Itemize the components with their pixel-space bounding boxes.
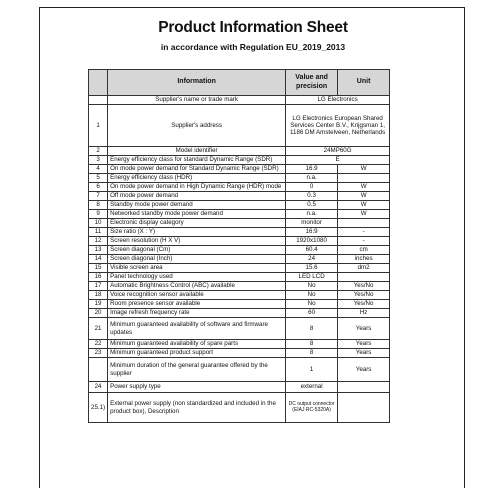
row-value: 1920x1080 xyxy=(286,237,338,246)
row-information: Image refresh frequency rate xyxy=(108,309,286,318)
table-row xyxy=(89,246,390,255)
row-information: Off mode power demand xyxy=(108,192,286,201)
row-number: 10 xyxy=(89,219,108,228)
row-value: 8 xyxy=(286,349,338,358)
table-row xyxy=(89,273,390,282)
row-number: 11 xyxy=(89,228,108,237)
row-number: 12 xyxy=(89,237,108,246)
row-information: External power supply (non standardized and included in the product box), Description xyxy=(108,393,286,423)
row-number: 13 xyxy=(89,246,108,255)
row-unit: W xyxy=(338,210,390,219)
table-row xyxy=(89,382,390,393)
row-value: monitor xyxy=(286,219,338,228)
row-value: LG Electronics European Shared Services Center B.V., Krijgsman 1, 1186 DM Amstelveen, Netherlands xyxy=(286,105,390,147)
row-unit: Yes/No xyxy=(338,282,390,291)
row-value: 8 xyxy=(286,340,338,349)
row-information: Supplier's name or trade mark xyxy=(108,96,286,105)
row-unit: Yes/No xyxy=(338,291,390,300)
row-unit: Years xyxy=(338,318,390,340)
row-value: n.a. xyxy=(286,210,338,219)
row-information: Screen resolution (H X V) xyxy=(108,237,286,246)
row-number: 7 xyxy=(89,192,108,201)
row-number: 14 xyxy=(89,255,108,264)
table-header-row xyxy=(89,70,390,96)
table-row xyxy=(89,237,390,246)
row-number xyxy=(89,358,108,382)
row-value: No xyxy=(286,282,338,291)
row-number: 1 xyxy=(89,105,108,147)
row-number: 8 xyxy=(89,201,108,210)
row-unit: W xyxy=(338,201,390,210)
table-row xyxy=(89,165,390,174)
row-unit xyxy=(338,219,390,228)
row-value: DC output connector (EIAJ RC-5320A) xyxy=(286,393,338,423)
row-information: Energy efficiency class (HDR) xyxy=(108,174,286,183)
row-number: 20 xyxy=(89,309,108,318)
row-unit: Years xyxy=(338,358,390,382)
sheet-title: Product Information Sheet xyxy=(158,19,348,36)
row-value: LED LCD xyxy=(286,273,338,282)
table-row xyxy=(89,264,390,273)
row-number: 21 xyxy=(89,318,108,340)
row-number: 22 xyxy=(89,340,108,349)
row-value: 0.3 xyxy=(286,192,338,201)
row-information: On mode power demand for Standard Dynamic Range (SDR) xyxy=(108,165,286,174)
row-value: 16:9 xyxy=(286,228,338,237)
row-number: 23 xyxy=(89,349,108,358)
table-row xyxy=(89,192,390,201)
table-row xyxy=(89,174,390,183)
row-number: 16 xyxy=(89,273,108,282)
information-table xyxy=(88,69,390,423)
row-value: 24MP60G xyxy=(286,147,390,156)
row-number: 24 xyxy=(89,382,108,393)
row-value: external xyxy=(286,382,338,393)
row-information: Energy efficiency class for standard Dynamic Range (SDR) xyxy=(108,156,286,165)
row-value: 16.9 xyxy=(286,165,338,174)
table-row xyxy=(89,349,390,358)
table-row xyxy=(89,228,390,237)
table-row xyxy=(89,219,390,228)
row-unit: - xyxy=(338,237,390,246)
row-unit: Yes/No xyxy=(338,300,390,309)
table-row xyxy=(89,340,390,349)
row-unit: W xyxy=(338,192,390,201)
row-information: Voice recognition sensor available xyxy=(108,291,286,300)
header-no xyxy=(89,70,108,96)
table-row xyxy=(89,255,390,264)
table-row xyxy=(89,300,390,309)
table-row xyxy=(89,291,390,300)
row-value: 0 xyxy=(286,183,338,192)
table-row xyxy=(89,309,390,318)
row-information: Size ratio (X : Y) xyxy=(108,228,286,237)
row-value: No xyxy=(286,291,338,300)
table-row xyxy=(89,156,390,165)
table-row xyxy=(89,210,390,219)
row-number: 15 xyxy=(89,264,108,273)
row-information: Model identifier xyxy=(108,147,286,156)
row-information: Electronic display category xyxy=(108,219,286,228)
row-value: 15.6 xyxy=(286,264,338,273)
row-number: 19 xyxy=(89,300,108,309)
row-value: No xyxy=(286,300,338,309)
row-value: 60 xyxy=(286,309,338,318)
row-value: 24 xyxy=(286,255,338,264)
row-number: 2 xyxy=(89,147,108,156)
row-unit: Years xyxy=(338,349,390,358)
row-information: Minimum duration of the general guarantee offered by the supplier xyxy=(108,358,286,382)
row-number: 6 xyxy=(89,183,108,192)
header-unit: Unit xyxy=(338,70,390,96)
row-unit: Hz xyxy=(338,309,390,318)
row-information: Standby mode power demand xyxy=(108,201,286,210)
row-information: Power supply type xyxy=(108,382,286,393)
row-value: n.a. xyxy=(286,174,338,183)
row-unit: cm xyxy=(338,246,390,255)
row-number: 3 xyxy=(89,156,108,165)
row-value: 0.5 xyxy=(286,201,338,210)
row-number: 17 xyxy=(89,282,108,291)
table-row xyxy=(89,105,390,147)
row-number: 4 xyxy=(89,165,108,174)
row-unit: W xyxy=(338,165,390,174)
table-row xyxy=(89,358,390,382)
row-value: 8 xyxy=(286,318,338,340)
table-row xyxy=(89,393,390,423)
row-value: 1 xyxy=(286,358,338,382)
table-row xyxy=(89,147,390,156)
product-information-sheet xyxy=(39,7,465,488)
row-information: Minimum guaranteed availability of software and firmware updates xyxy=(108,318,286,340)
row-number: 5 xyxy=(89,174,108,183)
row-information: Visible screen area xyxy=(108,264,286,273)
row-unit xyxy=(338,174,390,183)
table-row xyxy=(89,96,390,105)
row-value: LG Electronics xyxy=(286,96,390,105)
row-information: Screen diagonal (Cm) xyxy=(108,246,286,255)
table-row xyxy=(89,282,390,291)
row-information: Minimum guaranteed product support xyxy=(108,349,286,358)
row-number: 25.1) xyxy=(89,393,108,423)
row-unit xyxy=(338,382,390,393)
row-unit: - xyxy=(338,228,390,237)
row-information: Automatic Brightness Control (ABC) available xyxy=(108,282,286,291)
row-unit: W xyxy=(338,183,390,192)
table-row xyxy=(89,201,390,210)
row-unit xyxy=(338,393,390,423)
sheet-subtitle: in accordance with Regulation EU_2019_2013 xyxy=(160,42,346,52)
row-number: 18 xyxy=(89,291,108,300)
row-unit: inches xyxy=(338,255,390,264)
row-information: Minimum guaranteed availability of spare parts xyxy=(108,340,286,349)
row-information: Panel technology used xyxy=(108,273,286,282)
row-number: 9 xyxy=(89,210,108,219)
row-information: Screen diagonal (Inch) xyxy=(108,255,286,264)
row-unit: Years xyxy=(338,340,390,349)
row-information: Room presence sensor available xyxy=(108,300,286,309)
table-row xyxy=(89,183,390,192)
row-information: Networked standby mode power demand xyxy=(108,210,286,219)
row-unit: dm2 xyxy=(338,264,390,273)
row-value: 60.4 xyxy=(286,246,338,255)
row-unit xyxy=(338,273,390,282)
row-information: On mode power demand in High Dynamic Range (HDR) mode xyxy=(108,183,286,192)
row-number xyxy=(89,96,108,105)
header-value: Value and precision xyxy=(286,70,338,96)
table-row xyxy=(89,318,390,340)
header-information: Information xyxy=(108,70,286,96)
row-value: E xyxy=(286,156,390,165)
row-information: Supplier's address xyxy=(108,105,286,147)
